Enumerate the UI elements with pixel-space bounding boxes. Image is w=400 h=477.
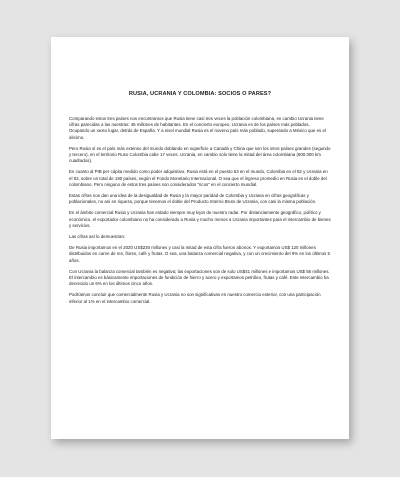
paragraph: Estas cifras nos dan una idea de la desigualdad de Rusia y la mayor paridad de Colombia y Ucrania en cifras geográficas y poblacionales, no así en riqueza, porque tenemos el doble del Producto Interno Bruto de Ucrania, con casi la misma población. (69, 193, 317, 205)
paragraph: Con Ucrania la balanza comercial también es negativa; las exportaciones son de solo US$41 millones e importamos US$ 56 millones. El intercambio es básicamente importaciones de fundición de hierro y acero y exportamos petróleo, frutas y café. Este intercambio ha decrecido un 6% en los últimos cinco años. (69, 268, 330, 287)
paragraph: Pero Rusia sí es el país más extenso del mundo doblando en superficie a Canadá y China que son los otros países grandes (segundo y tercero), en el territorio Ruso Colombia cabe 17 veces. Ucrania, en cambio solo tiene la mitad del área colombiana (600.000 km cuadrados). (69, 145, 331, 164)
document-title: RUSIA, UCRANIA Y COLOMBIA: SOCIOS O PARES? (128, 91, 272, 97)
paragraph: Comparando estos tres países nos encontramos que Rusia tiene casi tres veces la población colombiana, en cambio Ucrania tiene cifras parecidas a las nuestras: 45 millones de habitantes. En el concierto europeo, Ucrania es de los países más poblados, Ocupando un sexto lugar, detrás de España. Y a nivel mundial Rusia es el noveno país más poblado, superando a México que es el décimo. (69, 116, 326, 140)
paragraph: En cuanto al PIB per cápita medido como poder adquisitivo, Rusia está en el puesto 53 en el mundo, Colombia en el 82 y Ucrania en el 92, sobre un total de 190 países, según el Fondo Monetario Internacional. O sea que el ingreso promedio en Rusia es el doble del colombiano. Pero ninguno de estos tres países son considerados "ricos" en el concierto mundial. (69, 169, 328, 187)
paragraph: Las cifras así lo demuestran: (69, 234, 126, 240)
paragraph: De Rusia importamos en el 2020 US$230 millones y casi la mitad de esta cifra fueron abonos. Y exportamos US$ 120 millones distribuidos en carne de res, flores, café y frutas. O sea, una balanza comercial negativa, y con un crecimiento del 9% en los últimos 5 años. (69, 245, 330, 263)
document-page (51, 37, 349, 439)
paragraph: Podríamos concluir que comercialmente Rusia y Ucrania no son significativas en nuestro comercio exterior, con una participación inferior al 1% en el intercambio comercial. (69, 292, 321, 304)
paragraph: En el ámbito comercial Rusia y Ucrania han estado siempre muy lejos de nuestro radar. Por distanciamiento geográfico, político y económico, el exportador colombiano no ha considerado a Rusia y mucho menos a Ucrania importantes para el intercambio de bienes y servicios. (69, 210, 331, 228)
